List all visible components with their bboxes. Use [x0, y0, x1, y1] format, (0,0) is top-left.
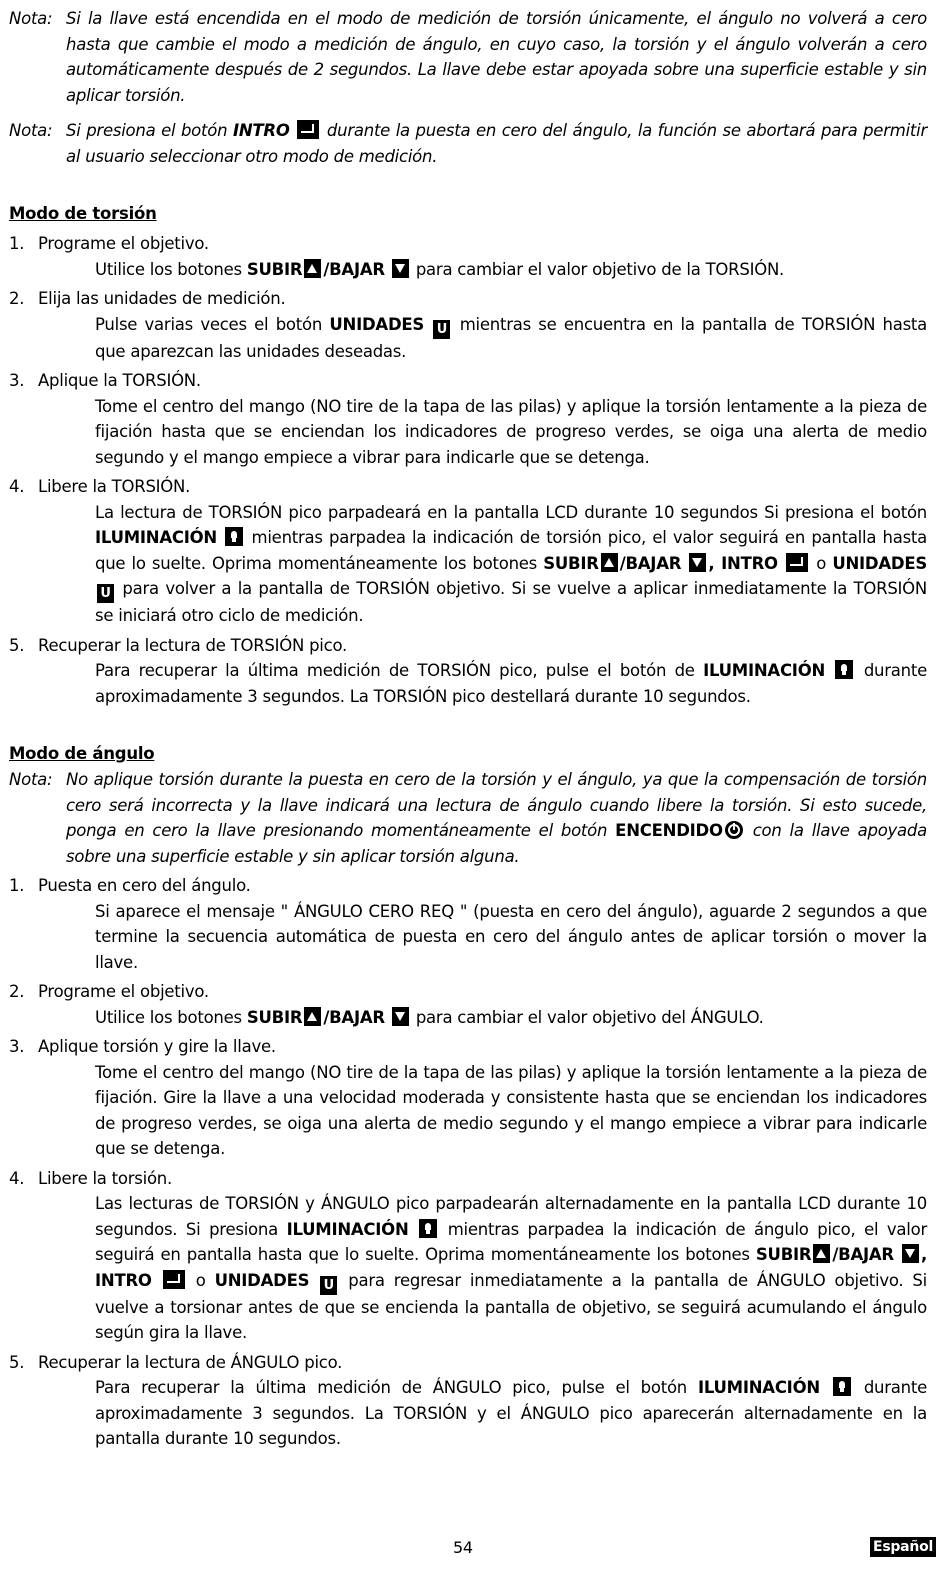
step-body: Utilice los botones SUBIR /BAJAR para cambiar el valor objetivo del ÁNGULO.	[95, 1007, 764, 1027]
up-arrow-icon	[304, 259, 321, 278]
note-angle-zero	[9, 6, 927, 108]
step-title: Aplique torsión y gire la llave.	[38, 1037, 276, 1056]
step-title: Recuperar la lectura de ÁNGULO pico.	[38, 1352, 343, 1372]
manual-page	[9, 6, 927, 1452]
down-arrow-icon	[689, 553, 706, 572]
section-heading-angle: Modo de ángulo	[9, 744, 155, 763]
step-body: La lectura de TORSIÓN pico parpadeará en la pantalla LCD durante 10 segundos Si presiona el botón ILUMINACIÓN mientras parpadea la indicación de torsión pico, el valor seguirá en pantalla hasta que lo suelte. Oprima momentáneamente los botones SUBIR /BAJAR , INTRO o UNIDADES U para volver a la pantalla de TORSIÓN objetivo. Si se vuelve a aplicar inmediatamente la TORSIÓN se iniciará otro ciclo de medición.	[95, 502, 928, 625]
torque-step-4: 4. Libere la TORSIÓN.	[9, 474, 927, 500]
step-title: Recuperar la lectura de TORSIÓN pico.	[38, 635, 348, 655]
step-title: Libere la torsión.	[38, 1168, 172, 1188]
note-label: Nota:	[9, 121, 53, 140]
enter-icon	[297, 120, 319, 139]
power-icon	[725, 821, 743, 839]
angle-step-5: 5. Recuperar la lectura de ÁNGULO pico.	[9, 1350, 927, 1376]
light-icon	[835, 660, 853, 679]
note-angle-mode	[9, 767, 927, 869]
torque-step-3: 3. Aplique la TORSIÓN.	[9, 368, 927, 394]
note-text: No aplique torsión durante la puesta en cero de la torsión y el ángulo, ya que la compensación de torsión cero será incorrecta y la llave indicará una lectura de ángulo cuando libere la torsión. Si esto sucede, ponga en cero la llave presionando momentáneamente el botón ENCENDIDO con la llave apoyada sobre una superficie estable y sin aplicar torsión alguna.	[66, 770, 927, 866]
step-title: Puesta en cero del ángulo.	[38, 876, 251, 895]
down-arrow-icon	[392, 1007, 409, 1026]
torque-step-5: 5. Recuperar la lectura de TORSIÓN pico.	[9, 633, 927, 659]
down-arrow-icon	[902, 1244, 919, 1263]
up-arrow-icon	[813, 1244, 830, 1263]
light-icon	[833, 1377, 851, 1396]
step-body: Tome el centro del mango (NO tire de la tapa de las pilas) y aplique la torsión lentamente a la pieza de fijación hasta que se enciendan los indicadores de progreso verdes, se oiga una alerta de medio segundo y el mango empiece a vibrar para indicarle que se detenga.	[95, 396, 927, 467]
angle-step-4: 4. Libere la torsión.	[9, 1166, 927, 1192]
note-text: Si la llave está encendida en el modo de medición de torsión únicamente, el ángulo no volverá a cero hasta que cambie el modo a medición de ángulo, en cuyo caso, la torsión y el ángulo volverán a cero automáticamente después de 2 segundos. La llave debe estar apoyada sobre una superficie estable y sin aplicar torsión.	[66, 9, 927, 105]
note-label: Nota:	[9, 9, 53, 28]
enter-icon	[786, 553, 808, 572]
note-label: Nota:	[9, 770, 53, 789]
language-badge: Español	[870, 1537, 936, 1557]
angle-step-1: 1. Puesta en cero del ángulo.	[9, 873, 927, 899]
step-body: Si aparece el mensaje " ÁNGULO CERO REQ " (puesta en cero del ángulo), aguarde 2 segundos a que termine la secuencia automática de puesta en cero del ángulo antes de aplicar torsión o mover la llave.	[95, 901, 927, 972]
note-text: Si presiona el botón INTRO durante la puesta en cero del ángulo, la función se abortará para permitir al usuario seleccionar otro modo de medición.	[66, 121, 927, 166]
step-title: Programe el objetivo.	[38, 234, 209, 253]
step-body: Pulse varias veces el botón UNIDADES U mientras se encuentra en la pantalla de TORSIÓN hasta que aparezcan las unidades deseadas.	[95, 314, 927, 361]
step-title: Libere la TORSIÓN.	[38, 477, 191, 496]
torque-step-2: 2. Elija las unidades de medición.	[9, 286, 927, 312]
section-heading-torque: Modo de torsión	[9, 204, 157, 223]
page-number: 54	[453, 1538, 473, 1557]
note-intro-abort	[9, 118, 927, 169]
light-icon	[419, 1219, 437, 1238]
step-title: Aplique la TORSIÓN.	[38, 371, 201, 390]
step-body: Para recuperar la última medición de ÁNGULO pico, pulse el botón ILUMINACIÓN durante aproximadamente 3 segundos. La TORSIÓN y el ÁNGULO pico aparecerán alternadamente en la pantalla durante 10 segundos.	[95, 1378, 927, 1448]
units-icon: U	[433, 320, 450, 339]
step-title: Programe el objetivo.	[38, 982, 209, 1001]
units-icon: U	[97, 584, 114, 603]
torque-step-1: 1. Programe el objetivo.	[9, 231, 927, 257]
up-arrow-icon	[601, 553, 618, 572]
units-icon: U	[320, 1276, 337, 1295]
step-body: Para recuperar la última medición de TORSIÓN pico, pulse el botón de ILUMINACIÓN durante aproximadamente 3 segundos. La TORSIÓN pico destellará durante 10 segundos.	[95, 661, 927, 706]
light-icon	[225, 527, 243, 546]
step-title: Elija las unidades de medición.	[38, 289, 286, 308]
angle-step-2: 2. Programe el objetivo.	[9, 979, 927, 1005]
step-body: Utilice los botones SUBIR /BAJAR para cambiar el valor objetivo de la TORSIÓN.	[95, 259, 785, 279]
angle-step-3: 3. Aplique torsión y gire la llave.	[9, 1034, 927, 1060]
up-arrow-icon	[304, 1007, 321, 1026]
enter-icon	[163, 1270, 185, 1289]
step-body: Tome el centro del mango (NO tire de la tapa de las pilas) y aplique la torsión lentamente a la pieza de fijación. Gire la llave a una velocidad moderada y consistente hasta que se enciendan los indicadores de progreso verdes, se oiga una alerta de medio segundo y el mango empiece a vibrar para indicarle que se detenga.	[95, 1062, 927, 1158]
down-arrow-icon	[392, 259, 409, 278]
step-body: Las lecturas de TORSIÓN y ÁNGULO pico parpadearán alternadamente en la pantalla LCD durante 10 segundos. Si presiona ILUMINACIÓN mientras parpadea la indicación de ángulo pico, el valor seguirá en pantalla hasta que lo suelte. Oprima momentáneamente los botones SUBIR /BAJAR , INTRO o UNIDADES U para regresar inmediatamente a la pantalla de ÁNGULO objetivo. Si vuelve a torsionar antes de que se encienda la pantalla de objetivo, se seguirá acumulando el ángulo según gira la llave.	[95, 1194, 928, 1342]
